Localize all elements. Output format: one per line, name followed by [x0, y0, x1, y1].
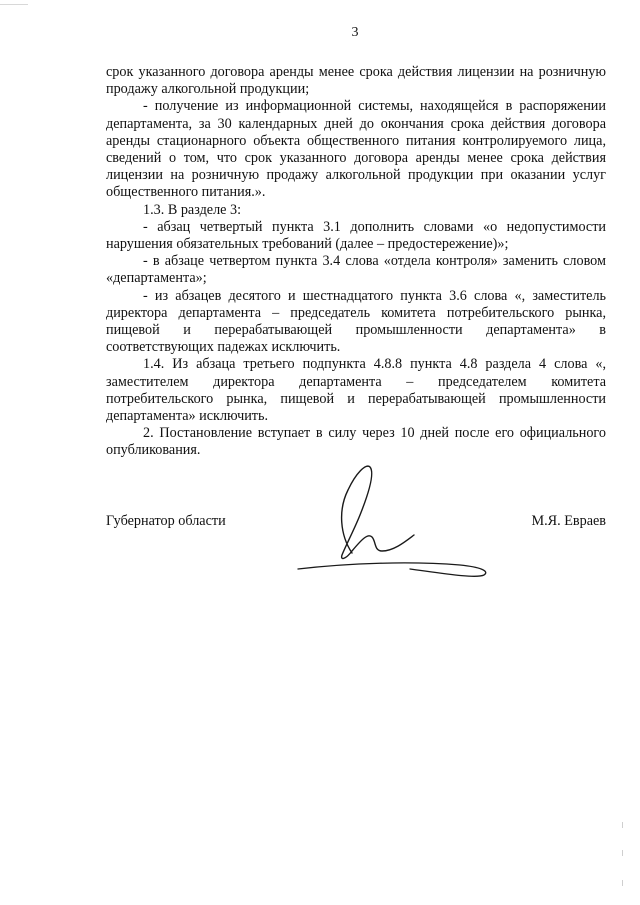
scan-artifact — [622, 880, 623, 886]
scan-artifact — [622, 822, 623, 828]
document-body — [106, 64, 606, 460]
page-number: 3 — [351, 25, 359, 40]
paragraph-clause: 1.4. Из абзаца третьего подпункта 4.8.8 пункта 4.8 раздела 4 слова «, заместителем директора департамента – председателем комитета потребительского рынка, пищевой и перерабатывающей промышленности департамента» исключить. — [106, 356, 606, 425]
signer-name: М.Я. Евраев — [531, 513, 606, 529]
paragraph-continuation: срок указанного договора аренды менее срока действия лицензии на розничную продажу алкогольной продукции; — [106, 64, 606, 98]
paragraph-list-item: - абзац четвертый пункта 3.1 дополнить словами «о недопустимости нарушения обязательных требований (далее – предостережение)»; — [106, 218, 606, 253]
scan-artifact — [622, 850, 623, 856]
handwritten-signature — [290, 455, 500, 585]
paragraph-section-heading: 1.3. В разделе 3: — [143, 201, 242, 218]
paragraph-clause: 2. Постановление вступает в силу через 10 дней после его официального опубликования. — [106, 425, 606, 459]
paragraph-list-item: - в абзаце четвертом пункта 3.4 слова «отдела контроля» заменить словом «департамента»; — [106, 253, 606, 287]
paragraph-list-item: - получение из информационной системы, находящейся в распоряжении департамента, за 30 календарных дней до окончания срока действия договора аренды стационарного объекта общественного питания контролируемого лица, сведений о том, что срок указанного договора аренды менее срока действия лицензии на розничную продажу алкогольной продукции при оказании услуг общественного питания.». — [106, 98, 606, 201]
paragraph-list-item: - из абзацев десятого и шестнадцатого пункта 3.6 слова «, заместитель директора департамента – председатель комитета потребительского рынка, пищевой и перерабатывающей промышленности департамента» в соответствующих падежах исключить. — [106, 287, 606, 356]
scan-edge-mark — [0, 0, 28, 5]
signer-position: Губернатор области — [106, 513, 226, 529]
